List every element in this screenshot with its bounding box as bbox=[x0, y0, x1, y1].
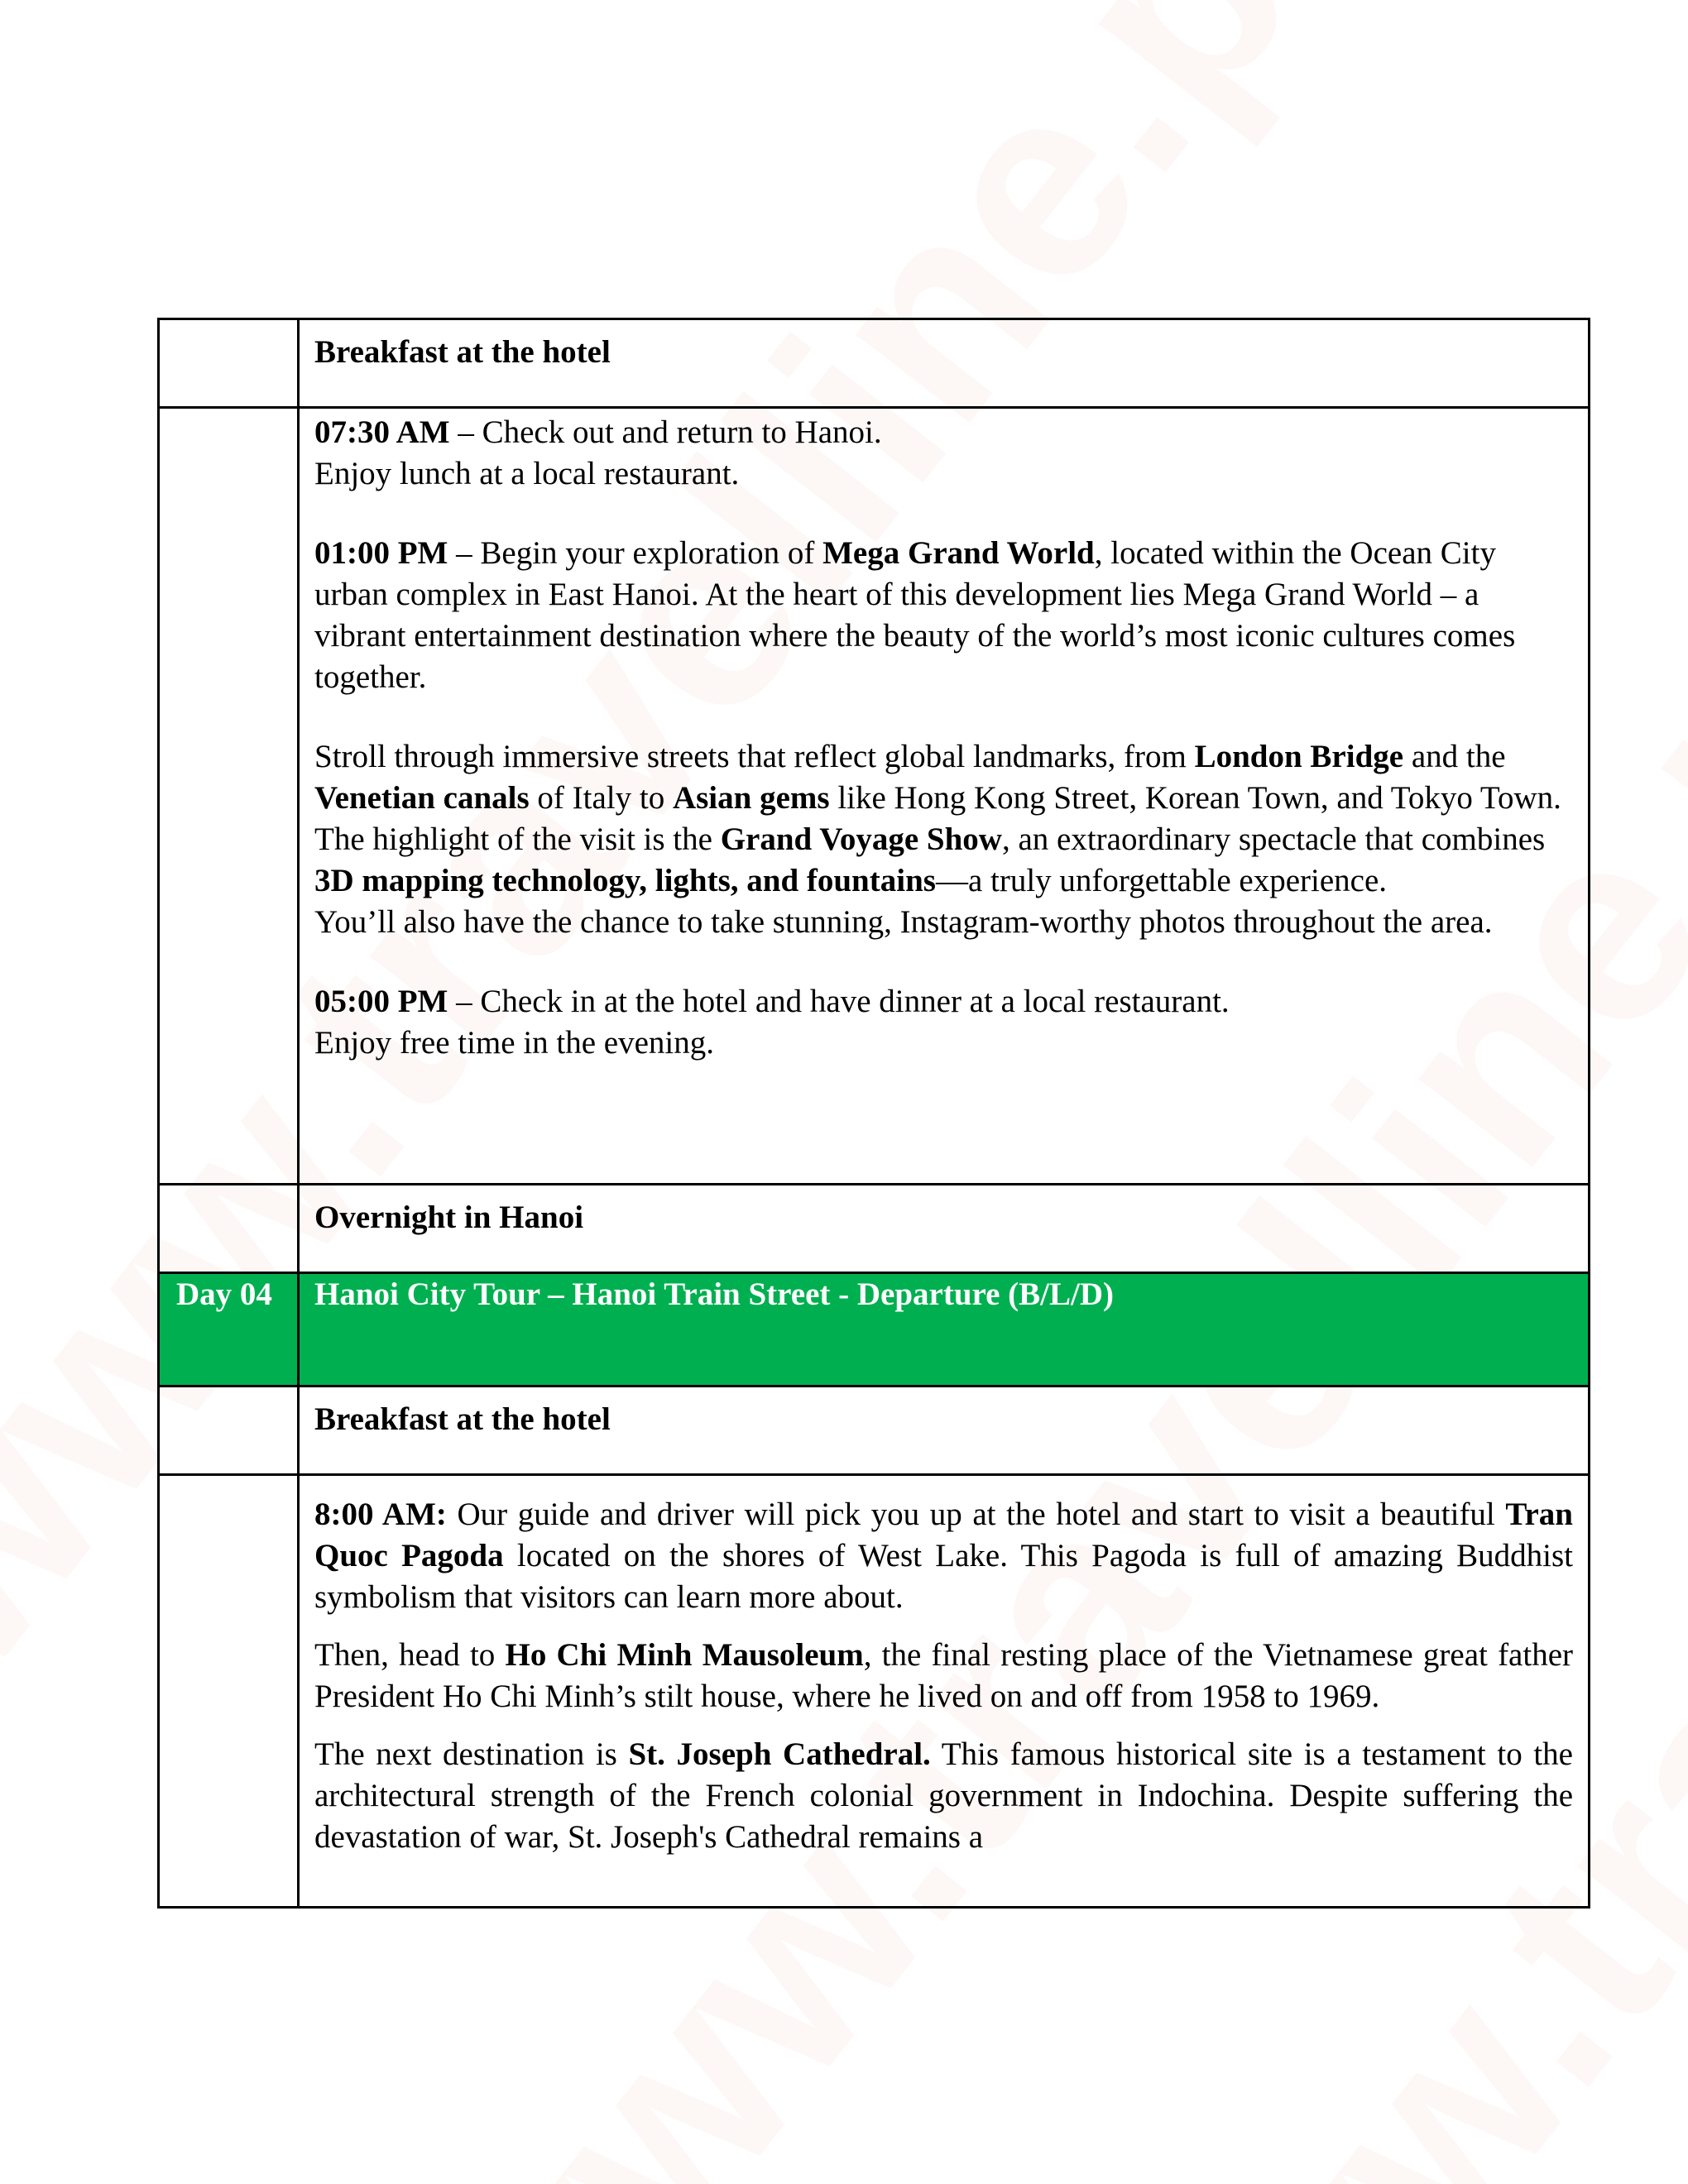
text: , an extraordinary spectacle that combines bbox=[1001, 821, 1546, 857]
text: – Check in at the hotel and have dinner at a local restaurant. bbox=[448, 984, 1230, 1019]
place-name: Mega Grand World bbox=[822, 535, 1095, 571]
paragraph bbox=[314, 1734, 1573, 1858]
table-row bbox=[159, 1387, 1590, 1475]
day-cell bbox=[159, 1475, 299, 1908]
paragraph bbox=[314, 981, 1573, 1023]
day-cell bbox=[159, 319, 299, 408]
paragraph bbox=[314, 533, 1573, 698]
breakfast-heading: Breakfast at the hotel bbox=[299, 1387, 1590, 1475]
place-name: Ho Chi Minh Mausoleum bbox=[505, 1637, 864, 1673]
paragraph: Enjoy free time in the evening. bbox=[314, 1025, 715, 1061]
time-label: 8:00 AM: bbox=[314, 1497, 447, 1532]
text: located on the shores of West Lake. This Pagoda is full of amazing Buddhist symbolism that visitors can learn more about. bbox=[314, 1538, 1573, 1615]
place-name: Tran Quoc Pagoda bbox=[314, 1497, 1573, 1573]
day-header-row bbox=[159, 1273, 1590, 1387]
day-cell bbox=[159, 1185, 299, 1273]
place-name: St. Joseph Cathedral. bbox=[628, 1736, 931, 1772]
table-row bbox=[159, 1475, 1590, 1908]
table-row bbox=[159, 408, 1590, 1185]
day-title: Hanoi City Tour – Hanoi Train Street - Departure (B/L/D) bbox=[299, 1273, 1590, 1387]
activity-description bbox=[299, 408, 1590, 1185]
time-label: 01:00 PM bbox=[314, 535, 448, 571]
place-name: Venetian canals bbox=[314, 780, 530, 816]
text: and the bbox=[1403, 739, 1506, 774]
place-name: London Bridge bbox=[1194, 739, 1404, 774]
paragraph: You’ll also have the chance to take stunning, Instagram-worthy photos throughout the area. bbox=[314, 904, 1493, 940]
paragraph: Enjoy lunch at a local restaurant. bbox=[314, 456, 740, 491]
paragraph bbox=[314, 412, 1573, 453]
paragraph bbox=[314, 736, 1573, 819]
text: —a truly unforgettable experience. bbox=[935, 863, 1388, 898]
table-row bbox=[159, 319, 1590, 408]
time-label: 05:00 PM bbox=[314, 984, 448, 1019]
text: This famous historical site is a testament to the architectural strength of the French colonial government in Indochina. Despite suffering the devastation of war, St. Joseph's Cathedral remains a bbox=[314, 1736, 1573, 1855]
text: The next destination is bbox=[314, 1736, 629, 1772]
highlight-text: 3D mapping technology, lights, and fountains bbox=[314, 863, 936, 898]
place-name: Asian gems bbox=[672, 780, 830, 816]
text: Our guide and driver will pick you up at the hotel and start to visit a beautiful bbox=[446, 1497, 1506, 1532]
day-cell bbox=[159, 1387, 299, 1475]
text: like Hong Kong Street, Korean Town, and Tokyo Town. bbox=[829, 780, 1561, 816]
breakfast-heading: Breakfast at the hotel bbox=[299, 319, 1590, 408]
table-row bbox=[159, 1185, 1590, 1273]
text: , located within the Ocean City urban complex in East Hanoi. At the heart of this development lies Mega Grand World – a vibrant entertainment destination where the beauty of the world’s most iconic cultures comes together. bbox=[314, 535, 1516, 695]
place-name: Grand Voyage Show bbox=[720, 821, 1002, 857]
text: The highlight of the visit is the bbox=[314, 821, 721, 857]
itinerary-table bbox=[157, 318, 1590, 1909]
overnight-heading: Overnight in Hanoi bbox=[299, 1185, 1590, 1273]
paragraph bbox=[314, 819, 1573, 902]
paragraph bbox=[314, 1635, 1573, 1717]
day-cell bbox=[159, 408, 299, 1185]
text: – Check out and return to Hanoi. bbox=[449, 414, 882, 450]
time-label: 07:30 AM bbox=[314, 414, 450, 450]
day-label: Day 04 bbox=[159, 1273, 299, 1387]
text: of Italy to bbox=[529, 780, 673, 816]
activity-description bbox=[299, 1475, 1590, 1908]
text: Then, head to bbox=[314, 1637, 506, 1673]
text: – Begin your exploration of bbox=[448, 535, 823, 571]
text: Stroll through immersive streets that reflect global landmarks, from bbox=[314, 739, 1195, 774]
text: , the final resting place of the Vietnamese great father President Ho Chi Minh’s stilt house, where he lived on and off from 1958 to 1969. bbox=[314, 1637, 1573, 1714]
paragraph bbox=[314, 1494, 1573, 1618]
